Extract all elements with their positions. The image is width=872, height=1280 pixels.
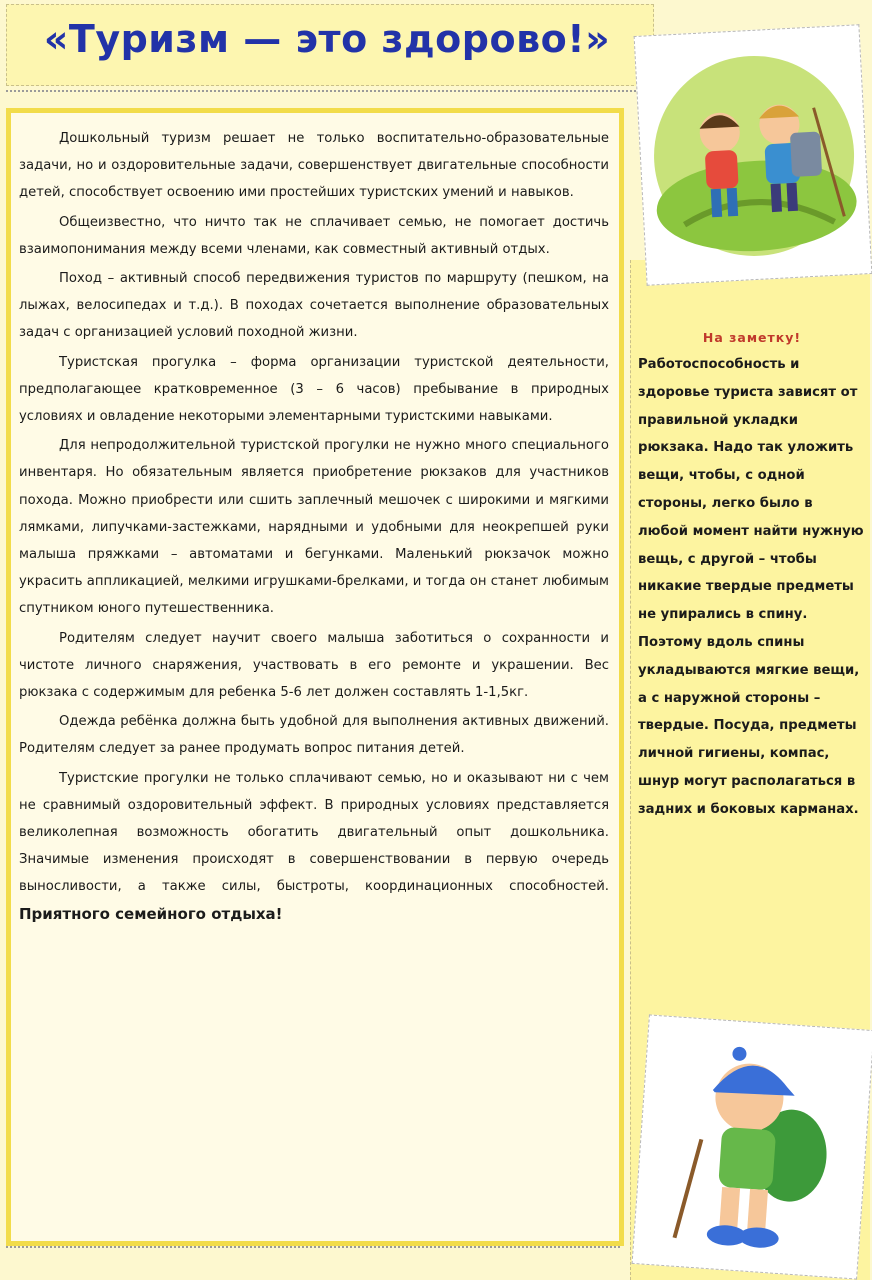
illustration-card-bottom (632, 1014, 872, 1279)
article-paragraph-5: Для непродолжительной туристской прогулки не нужно много специального инвентаря. Но обязательным является приобретение рюкзаков для участников похода. Можно приобрести или сшить заплечный мешочек с широкими и мягкими лямками, липучками-застежками, нарядными и удобными для неокрепшей руки малыша пряжками – автоматами и бегунками. Маленький рюкзачок можно украсить аппликацией, мелкими игрушками-брелками, и тогда он станет любимым спутником юного путешественника. (19, 438, 609, 617)
article-paragraph-7: Одежда ребёнка должна быть удобной для выполнения активных движений. Родителям следует за ранее продумать вопрос питания детей. (19, 714, 609, 757)
closing-wish: Приятного семейного отдыха! (19, 904, 283, 923)
article-paragraph-1: Дошкольный туризм решает не только воспитательно-образовательные задачи, но и оздоровительные задачи, совершенствует двигательные способности детей, способствует освоению ими простейших туристских умений и навыков. (19, 131, 609, 201)
boy-with-backpack-illustration-icon (632, 1015, 872, 1280)
article-paragraph-3: Поход – активный способ передвижения туристов по маршруту (пешком, на лыжах, велосипедах и т.д.). В походах сочетается выполнение образовательных задач с организацией условий походной жизни. (19, 271, 609, 341)
note-title: На заметку! (702, 330, 802, 345)
article-paragraph-8-text: Туристские прогулки не только сплачивают семью, но и оказывают ни с чем не сравнимый оздоровительный эффект. В природных условиях представляется великолепная возможность обогатить двигательный опыт дошкольника. Значимые изменения происходят в совершенствовании в первую очередь выносливости, а также силы, быстроты, координационных способностей. (19, 770, 609, 895)
article-paragraph-6: Родителям следует научит своего малыша заботиться о сохранности и чистоте личного снаряжения, участвовать в его ремонте и украшении. Вес рюкзака с содержимым для ребенка 5-6 лет должен составлять 1-1,5кг. (19, 630, 609, 701)
note-text: Работоспособность и здоровье туриста зависят от правильной укладки рюкзака. Надо так уложить вещи, чтобы, с одной стороны, легко было в любой момент найти нужную вещь, с другой – чтобы никакие твердые предметы не упирались в спину. Поэтому вдоль спины укладываются мягкие вещи, а с наружной стороны – твердые. Посуда, предметы личной гигиены, компас, шнур могут располагаться в задних и боковых карманах. (638, 357, 864, 817)
divider-top (6, 90, 656, 92)
title-banner (6, 4, 654, 86)
hiking-kids-illustration-icon (635, 25, 872, 286)
article-paragraph-4: Туристская прогулка – форма организации туристской деятельности, предполагающее кратковременное (3 – 6 часов) пребывание в природных условиях и овладение некоторыми элементарными туристскими навыками. (19, 354, 609, 425)
page-title: «Туризм — это здорово!» (43, 17, 611, 61)
illustration-card-top (634, 24, 872, 285)
article-body (6, 108, 624, 1246)
note-box (638, 330, 866, 824)
article-paragraph-2: Общеизвестно, что ничто так не сплачивает семью, не помогает достичь взаимопонимания между всеми членами, как совместный активный отдых. (19, 214, 609, 257)
divider-bottom (6, 1246, 620, 1248)
article-paragraph-8 (19, 765, 609, 929)
